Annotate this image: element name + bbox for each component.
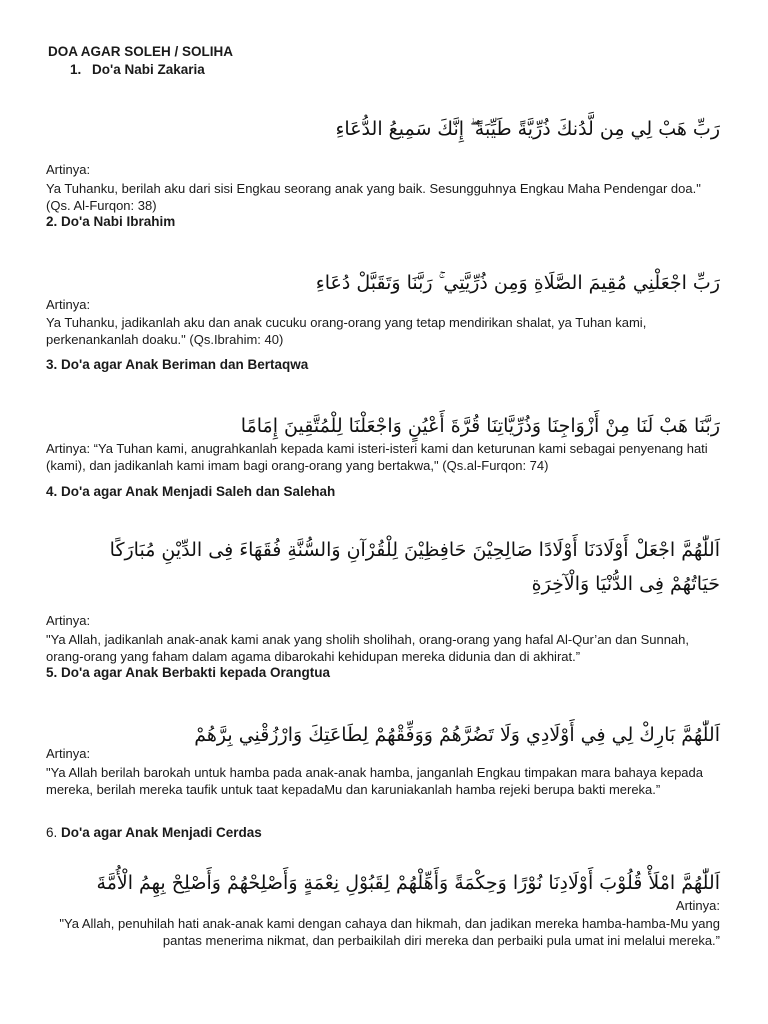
section-3-arabic: رَبَّنَا هَبْ لَنَا مِنْ أَزْوَاجِنَا وَذُرِّيَّاتِنَا قُرَّةَ أَعْيُنٍ وَاجْعَلْنَا لِلْمُتَّقِينَ إِمَامًا bbox=[240, 415, 720, 437]
section-4-translation: "Ya Allah, jadikanlah anak-anak kami anak yang sholih sholihah, orang-orang yang hafal Al-Qur’an dan Sunnah, orang-orang yang faham dalam agama dibarokahi kehidupan mereka didunia dan di akhirat.” bbox=[46, 632, 690, 664]
section-2-arabic: رَبِّ اجْعَلْنِي مُقِيمَ الصَّلَاةِ وَمِن ذُرِّيَّتِي ۚ رَبَّنَا وَتَقَبَّلْ دُعَاءِ bbox=[315, 272, 720, 294]
section-4-heading: 4. Do'a agar Anak Menjadi Saleh dan Salehah bbox=[46, 484, 336, 499]
section-3-heading: 3. Do'a agar Anak Beriman dan Bertaqwa bbox=[46, 357, 309, 372]
section-1-label: Artinya: bbox=[46, 162, 91, 177]
section-6-heading-text: Do'a agar Anak Menjadi Cerdas bbox=[61, 825, 262, 840]
section-2-heading: 2. Do'a Nabi Ibrahim bbox=[46, 214, 176, 229]
section-6-arabic: اَللّٰهُمَّ امْلَأْ قُلُوْبَ أَوْلَادِنَا نُوْرًا وَحِكْمَةً وَأَهِّلْهُمْ لِقَبُوْلِ نِعْمَةٍ وَأَصْلِحْهُمْ وَأَصْلِحْ بِهِمُ الْأُمَّةَ bbox=[96, 872, 720, 894]
section-2-label: Artinya: bbox=[46, 297, 91, 312]
section-4-arabic: اَللّٰهُمَّ اجْعَلْ أَوْلَادَنَا أَوْلَادًا صَالِحِيْنَ حَافِظِيْنَ لِلْقُرْآنِ وَالسُّنَّةِ فُقَهَاءَ فِى الدِّيْنِ مُبَارَكًا حَيَاتُهُمْ فِى الدُّنْيَا وَالْآخِرَةِ bbox=[109, 539, 720, 595]
section-5-label: Artinya: bbox=[46, 746, 91, 761]
section-6-heading bbox=[46, 825, 262, 840]
section-4-label: Artinya: bbox=[46, 613, 91, 628]
section-1-number: 1. bbox=[70, 62, 82, 77]
section-1-translation: Ya Tuhanku, berilah aku dari sisi Engkau seorang anak yang baik. Sesungguhnya Engkau Maha Pendengar doa." (Qs. Al-Furqon: 38) bbox=[46, 181, 701, 213]
section-6-translation: "Ya Allah, penuhilah hati anak-anak kami dengan cahaya dan hikmah, dan jadikan mereka hamba-hamba-Mu yang pantas menerima nikmat, dan perbaikilah diri mereka dan perbaiki pula umat ini melalui mereka.” bbox=[59, 916, 720, 948]
section-6-number: 6. bbox=[46, 825, 58, 840]
section-1-heading-text: Do'a Nabi Zakaria bbox=[92, 62, 205, 77]
section-1-arabic: رَبِّ هَبْ لِي مِن لَّدُنكَ ذُرِّيَّةً طَيِّبَةً ۖ إِنَّكَ سَمِيعُ الدُّعَاءِ bbox=[335, 118, 720, 140]
section-5-heading: 5. Do'a agar Anak Berbakti kepada Orangtua bbox=[46, 665, 331, 680]
document-title: DOA AGAR SOLEH / SOLIHA bbox=[48, 44, 234, 59]
section-1-heading bbox=[70, 62, 205, 77]
section-2-translation: Ya Tuhanku, jadikanlah aku dan anak cucuku orang-orang yang tetap mendirikan shalat, ya Tuhan kami, perkenankanlah doaku." (Qs.Ibrahim: 40) bbox=[46, 315, 647, 347]
section-5-arabic: اَللّٰهُمَّ بَارِكْ لِي فِي أَوْلَادِي وَلَا تَضُرَّهُمْ وَوَفِّقْهُمْ لِطَاعَتِكَ وَارْزُقْنِي بِرَّهُمْ bbox=[194, 724, 720, 746]
section-3-translation: Artinya: “Ya Tuhan kami, anugrahkanlah kepada kami isteri-isteri kami dan keturunan kami sebagai penyenang hati (kami), dan jadikanlah kami imam bagi orang-orang yang bertakwa," (Qs.al-Furqon: 74) bbox=[46, 441, 708, 473]
section-5-translation: "Ya Allah berilah barokah untuk hamba pada anak-anak hamba, janganlah Engkau timpakan mara bahaya kepada mereka, berilah mereka taufik untuk taat kepadaMu dan karuniakanlah hamba rejeki berupa bakti mereka.” bbox=[46, 765, 703, 797]
section-6-label: Artinya: bbox=[675, 898, 720, 913]
